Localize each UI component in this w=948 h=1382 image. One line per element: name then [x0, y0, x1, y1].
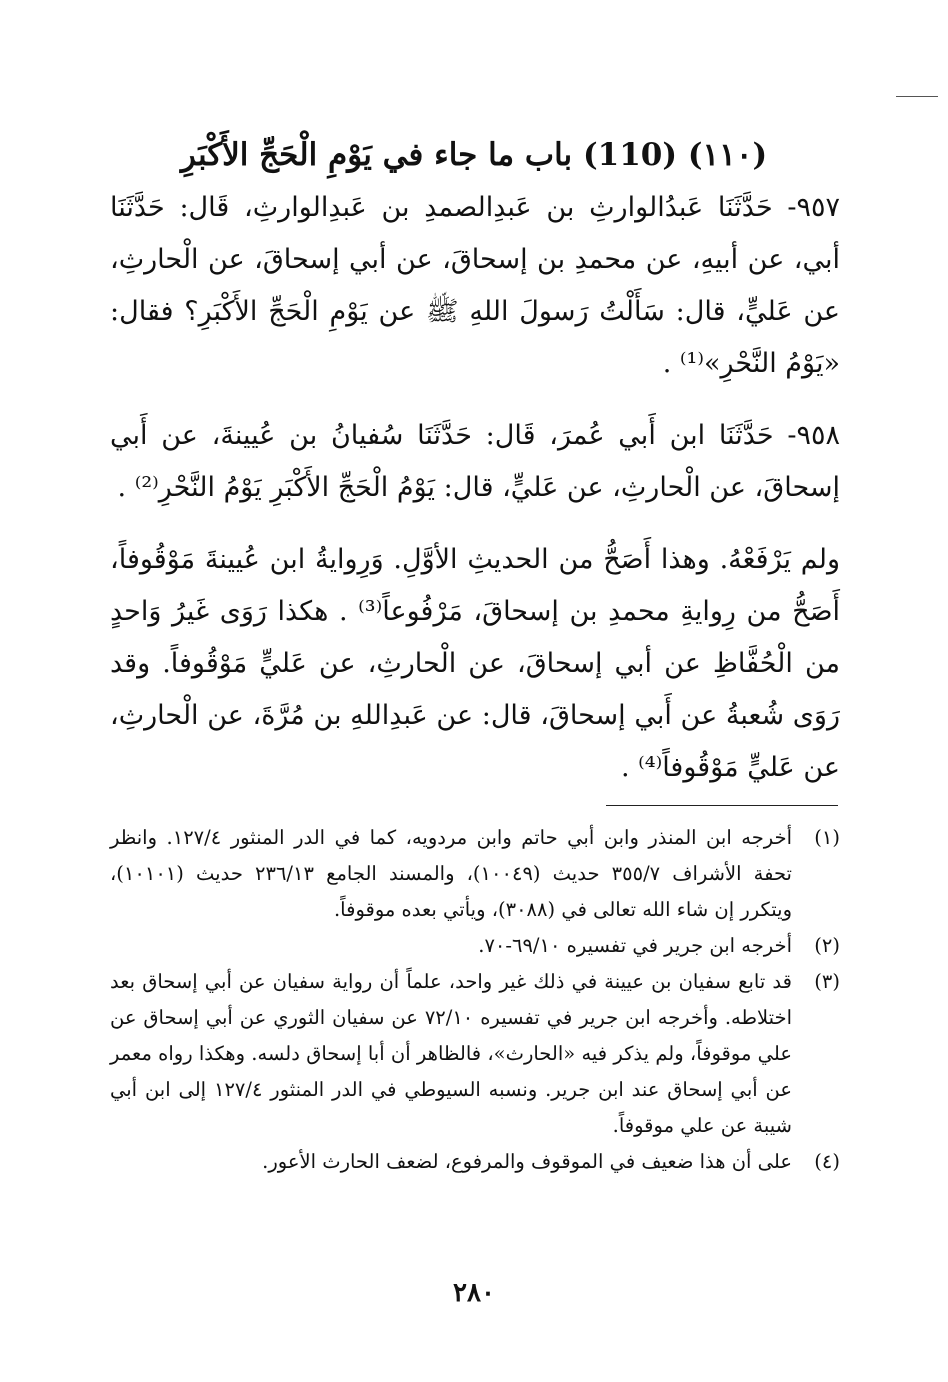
footnote-2: [110, 928, 840, 964]
corner-rule: [896, 96, 938, 97]
footnote-number: (٢): [814, 934, 840, 957]
hadith-957: ٩٥٧- حَدَّثَنَا عَبدُالوارثِ بن عَبدِالصمدِ بن عَبدِالوارثِ، قَال: حَدَّثَنَا أبي، عن أبيهِ، عن محمدِ بن إسحاقَ، عن أبي إسحاقَ، عن الْحارثِ، عن عَليٍّ، قال: سَأَلْتُ رَسولَ اللهِ ﷺ عن يَوْمِ الْحَجِّ الأَكْبَرِ؟ فقال: «يَوْمُ النَّحْرِ»⁽¹⁾ .: [110, 192, 840, 379]
page-number: ٢٨٠: [453, 1278, 495, 1308]
footnote-text: أخرجه ابن المنذر وابن أبي حاتم وابن مردويه، كما في الدر المنثور ١٢٧/٤. وانظر تحفة الأشراف ٣٥٥/٧ حديث (١٠٠٤٩)، والمسند الجامع ٢٣٦/١٣ حديث (١٠١٠١)، ويتكرر إن شاء الله تعالى في (٣٠٨٨)، ويأتي بعده موقوفاً.: [110, 826, 792, 921]
commentary-paragraph: ولم يَرْفَعْهُ. وهذا أَصَحُّ من الحديثِ الأوَّلِ. وَرِوايةُ ابن عُيينةَ مَوْقُوفاً، أَصَحُّ من رِوايةِ محمدِ بن إسحاقَ، مَرْفُوعاً⁽³⁾ . هكذا رَوَى غَيرُ وَاحدٍ من الْحُفَّاظِ عن أبي إسحاقَ، عن الْحارثِ، عن عَليٍّ مَوْقُوفاً. وقد رَوَى شُعبةُ عن أَبي إسحاقَ، قال: عن عَبدِاللهِ بن مُرَّةَ، عن الْحارثِ، عن عَليٍّ مَوْقُوفاً⁽⁴⁾ .: [110, 544, 840, 783]
main-text: [110, 182, 840, 794]
footnote-3: [110, 964, 840, 1144]
footnote-number: (٣): [814, 970, 840, 993]
footnote-number: (٤): [814, 1150, 840, 1173]
footnote-number: (١): [814, 826, 840, 849]
footnote-text: قد تابع سفيان بن عيينة في ذلك غير واحد، علماً أن رواية سفيان عن أبي إسحاق بعد اختلاطه. وأخرجه ابن جرير في تفسيره ٧٢/١٠ عن سفيان الثوري عن أبي إسحاق عن علي موقوفاً، ولم يذكر فيه «الحارث»، فالظاهر أن أبا إسحاق دلسه. وهكذا رواه معمر عن أبي إسحاق عند ابن جرير. ونسبه السيوطي في الدر المنثور ١٢٧/٤ إلى ابن أبي شيبة عن علي موقوفاً.: [110, 970, 792, 1137]
footnote-separator: [606, 805, 838, 806]
footnote-text: أخرجه ابن جرير في تفسيره ٦٩/١٠-٧٠.: [478, 934, 792, 957]
footnote-text: على أن هذا ضعيف في الموقوف والمرفوع، لضعف الحارث الأعور.: [262, 1150, 792, 1173]
footnote-4: [110, 1144, 840, 1180]
footnotes: [110, 820, 840, 1180]
hadith-958: ٩٥٨- حَدَّثَنَا ابن أَبي عُمرَ، قَال: حَدَّثَنَا سُفيانُ بن عُيينةَ، عن أَبي إسحاقَ، عن الْحارثِ، عن عَليٍّ، قال: يَوْمُ الْحَجِّ الأَكْبَرِ يَوْمُ النَّحْرِ⁽²⁾ .: [110, 420, 840, 503]
footnote-1: [110, 820, 840, 928]
chapter-title: (١١٠) (110) باب ما جاء في يَوْمِ الْحَجِّ الأَكْبَرِ: [180, 136, 768, 173]
